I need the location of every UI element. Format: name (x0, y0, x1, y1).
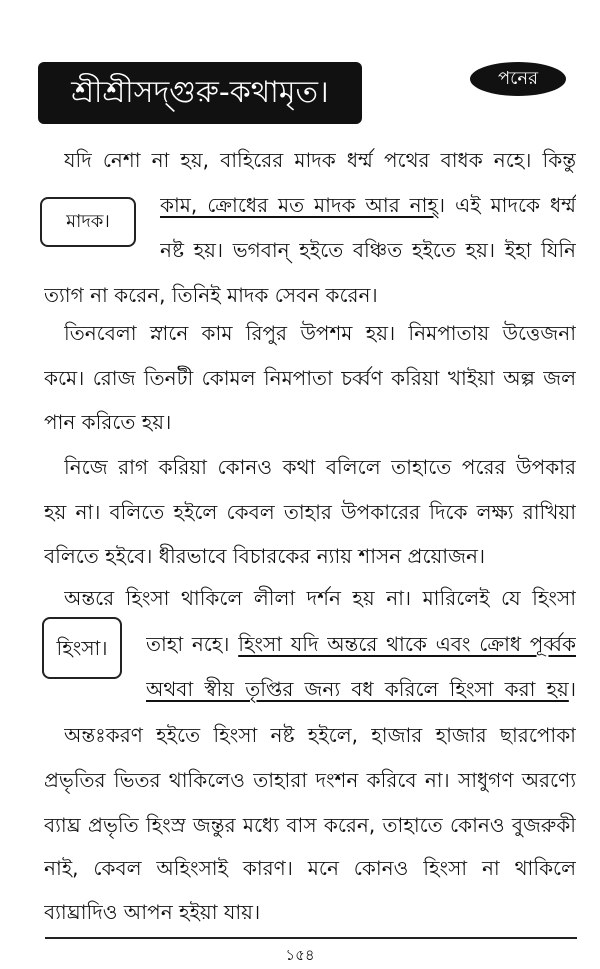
text-line: অন্তরে হিংসা থাকিলে লীলা দর্শন হয় না। মারিলেই যে হিংসা (64, 586, 576, 610)
side-note-himsa: হিংসা। (42, 617, 122, 679)
text-line: হয় না। বলিতে হইলে কেবল তাহার উপকারের দিকে লক্ষ্য রাখিয়া (44, 500, 576, 524)
text-line: নিজে রাগ করিয়া কোনও কথা বলিলে তাহাতে পরের উপকার (64, 455, 576, 479)
text-line: নাই, কেবল অহিংসাই কারণ। মনে কোনও হিংসা না থাকিলে (44, 856, 576, 880)
underlined-text: কাম, ক্রোধের মত মাদক আর নাহ্ (160, 193, 438, 217)
chapter-badge: পনের (470, 62, 566, 96)
side-note-madak: মাদক। (40, 197, 136, 247)
text-line: ব্যাঘ্র প্রভৃতি হিংস্র জন্তুর মধ্যে বাস করেন, তাহাতে কোনও বুজরুকী (44, 813, 576, 837)
page-number: ১৫৪ (285, 946, 315, 964)
footer-divider (45, 937, 577, 939)
text-line: প্রভৃতির ভিতর থাকিলেও তাহারা দংশন করিবে না। সাধুগণ অরণ্যে (44, 768, 576, 792)
text-line: অন্তঃকরণ হইতে হিংসা নষ্ট হইলে, হাজার হাজার ছারপোকা (64, 723, 576, 747)
text-line: যদি নেশা না হয়, বাহিরের মাদক ধর্ম্ম পথের বাধক নহে। কিন্তু (64, 148, 576, 172)
text-line (146, 629, 576, 659)
text-line (146, 674, 576, 704)
text: । এই মাদকে ধর্ম্ম (437, 193, 576, 217)
underlined-text: হিংসা যদি অন্তরে থাকে এবং ক্রোধ পূর্ব্বক (238, 632, 576, 656)
text-line: ব্যাঘ্রাদিও আপন হইয়া যায়। (44, 900, 261, 924)
text-line: বলিতে হইবে। ধীরভাবে বিচারকের ন্যায় শাসন প্রয়োজন। (44, 544, 486, 568)
text-line: নষ্ট হয়। ভগবান্ হইতে বঞ্চিত হইতে হয়। ইহা যিনি (160, 238, 576, 262)
text: । (568, 677, 576, 701)
text-line: কমে। রোজ তিনটী কোমল নিমপাতা চর্ব্বণ করিয়া খাইয়া অল্প জল (44, 366, 576, 390)
text-line: পান করিতে হয়। (44, 410, 172, 434)
underlined-text: অথবা স্বীয় তৃপ্তির জন্য বধ করিলে হিংসা করা হয় (146, 677, 569, 701)
text-line (160, 190, 576, 220)
text-line: তিনবেলা স্নানে কাম রিপুর উপশম হয়। নিমপাতায় উত্তেজনা (64, 321, 576, 345)
text: তাহা নহে। (146, 632, 239, 656)
book-title: শ্রীশ্রীসদ্গুরু-কথামৃত। (38, 62, 362, 124)
text-line: ত্যাগ না করেন, তিনিই মাদক সেবন করেন। (44, 283, 378, 307)
